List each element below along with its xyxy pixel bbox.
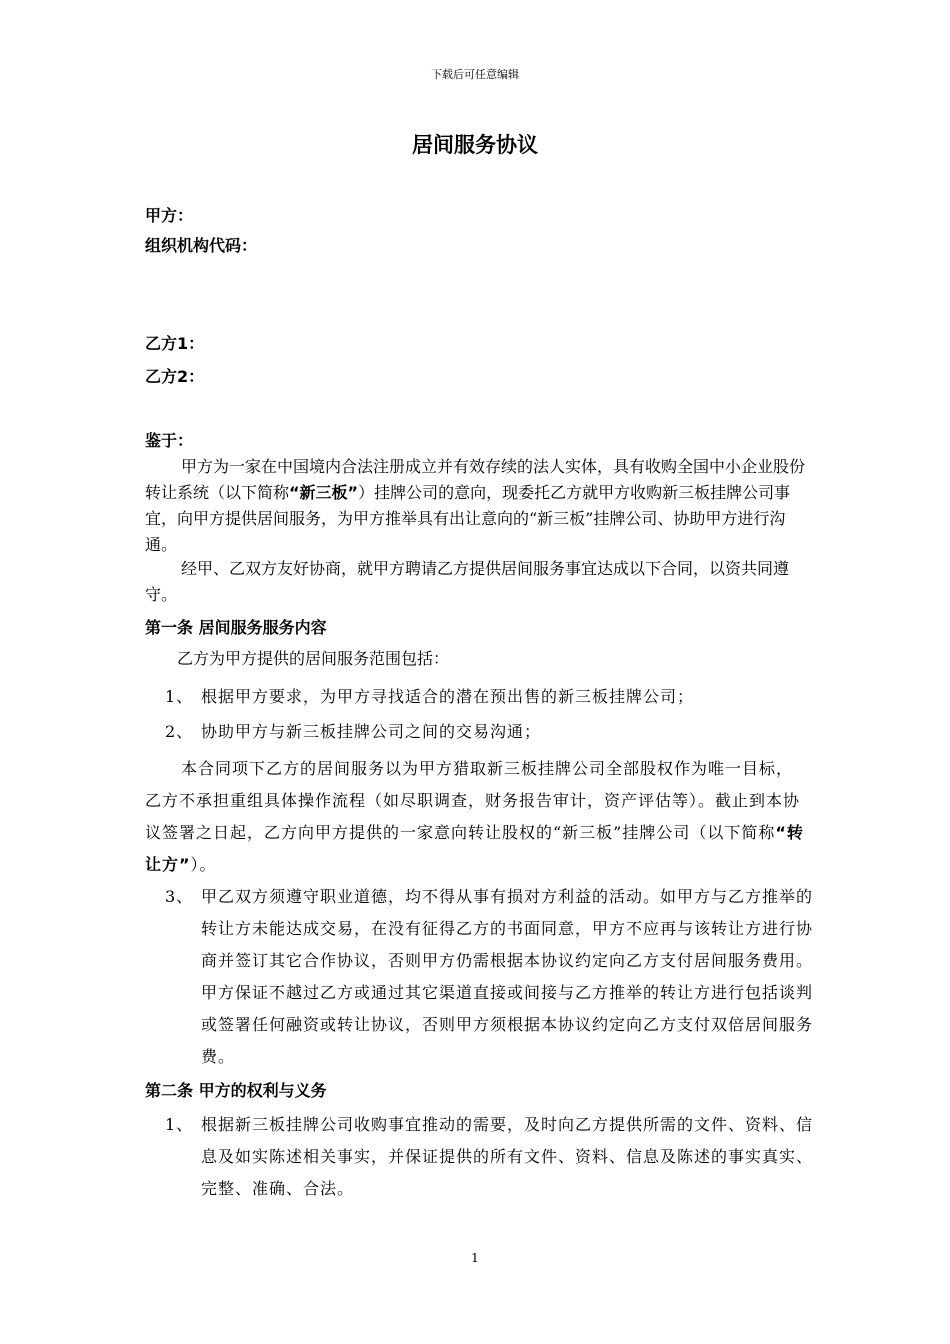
- article-1-item-3: [165, 881, 815, 1073]
- party-b2-label: 乙方2：: [145, 367, 205, 386]
- item-text: 甲乙双方须遵守职业道德，均不得从事有损对方利益的活动。如甲方与乙方推举的转让方未能达成交易，在没有征得乙方的书面同意，甲方不应再与该转让方进行协商并签订其它合作协议，否则甲方仍需根据本协议约定向乙方支付居间服务费用。甲方保证不越过乙方或通过其它渠道直接或间接与乙方推举的转让方进行包括谈判或签署任何融资或转让协议，否则甲方须根据本协议约定向乙方支付双倍居间服务费。: [201, 887, 814, 1066]
- scope-part1: 本合同项下乙方的居间服务以为甲方猎取新三板挂牌公司全部股权作为唯一目标，乙方不承担重组具体操作流程（如尽职调查，财务报告审计，资产评估等）。截止到本协议签署之日起，乙方向甲方提供的一家意向转让股权的“新三板”挂牌公司（以下简称: [145, 759, 801, 842]
- party-a-label: 甲方：: [145, 206, 194, 225]
- article-1-heading: 第一条 居间服务服务内容: [145, 618, 327, 637]
- article-1-item-2: [165, 716, 815, 748]
- item-text: 根据新三板挂牌公司收购事宜推动的需要，及时向乙方提供所需的文件、资料、信息及如实陈述相关事实，并保证提供的所有文件、资料、信息及陈述的事实真实、完整、准确、合法。: [201, 1115, 814, 1198]
- article-1-scope-paragraph: [145, 753, 805, 881]
- party-b1-label: 乙方1：: [145, 334, 205, 353]
- article-1-item-1: [165, 681, 815, 713]
- item-number: 3、: [165, 887, 194, 906]
- article-2-item-1: [165, 1109, 815, 1205]
- item-text: 协助甲方与新三板挂牌公司之间的交易沟通；: [201, 722, 542, 741]
- article-2-heading: 第二条 甲方的权利与义务: [145, 1081, 327, 1100]
- org-code-label: 组织机构代码：: [145, 236, 258, 255]
- page-number: 1: [471, 1251, 479, 1265]
- item-number: 1、: [165, 687, 194, 706]
- document-title: 居间服务协议: [412, 133, 538, 157]
- scope-bold-term: “转让方”: [145, 823, 804, 874]
- whereas-p1-bold-term: “新三板”: [289, 483, 359, 502]
- whereas-p1-part2: ）挂牌公司的意向，现委托乙方就甲方收购新三板挂牌公司事宜，向甲方提供居间服务，为甲方推举具有出让意向的“新三板”挂牌公司、协助甲方进行沟通。: [145, 483, 791, 554]
- item-text: 根据甲方要求，为甲方寻找适合的潜在预出售的新三板挂牌公司；: [201, 687, 695, 706]
- item-number: 1、: [165, 1115, 194, 1134]
- whereas-p1-part1: 甲方为一家在中国境内合法注册成立并有效存续的法人实体，具有收购全国中小企业股份转让系统（以下简称: [145, 457, 806, 502]
- whereas-paragraph-1: [145, 454, 805, 558]
- header-note: 下载后可任意编辑: [431, 68, 519, 81]
- article-1-intro: 乙方为甲方提供的居间服务范围包括：: [177, 649, 450, 668]
- whereas-paragraph-2: 经甲、乙双方友好协商，就甲方聘请乙方提供居间服务事宜达成以下合同，以资共同遵守。: [145, 559, 790, 604]
- item-number: 2、: [165, 722, 194, 741]
- scope-part2: ）。: [190, 855, 217, 874]
- whereas-label: 鉴于：: [145, 431, 194, 450]
